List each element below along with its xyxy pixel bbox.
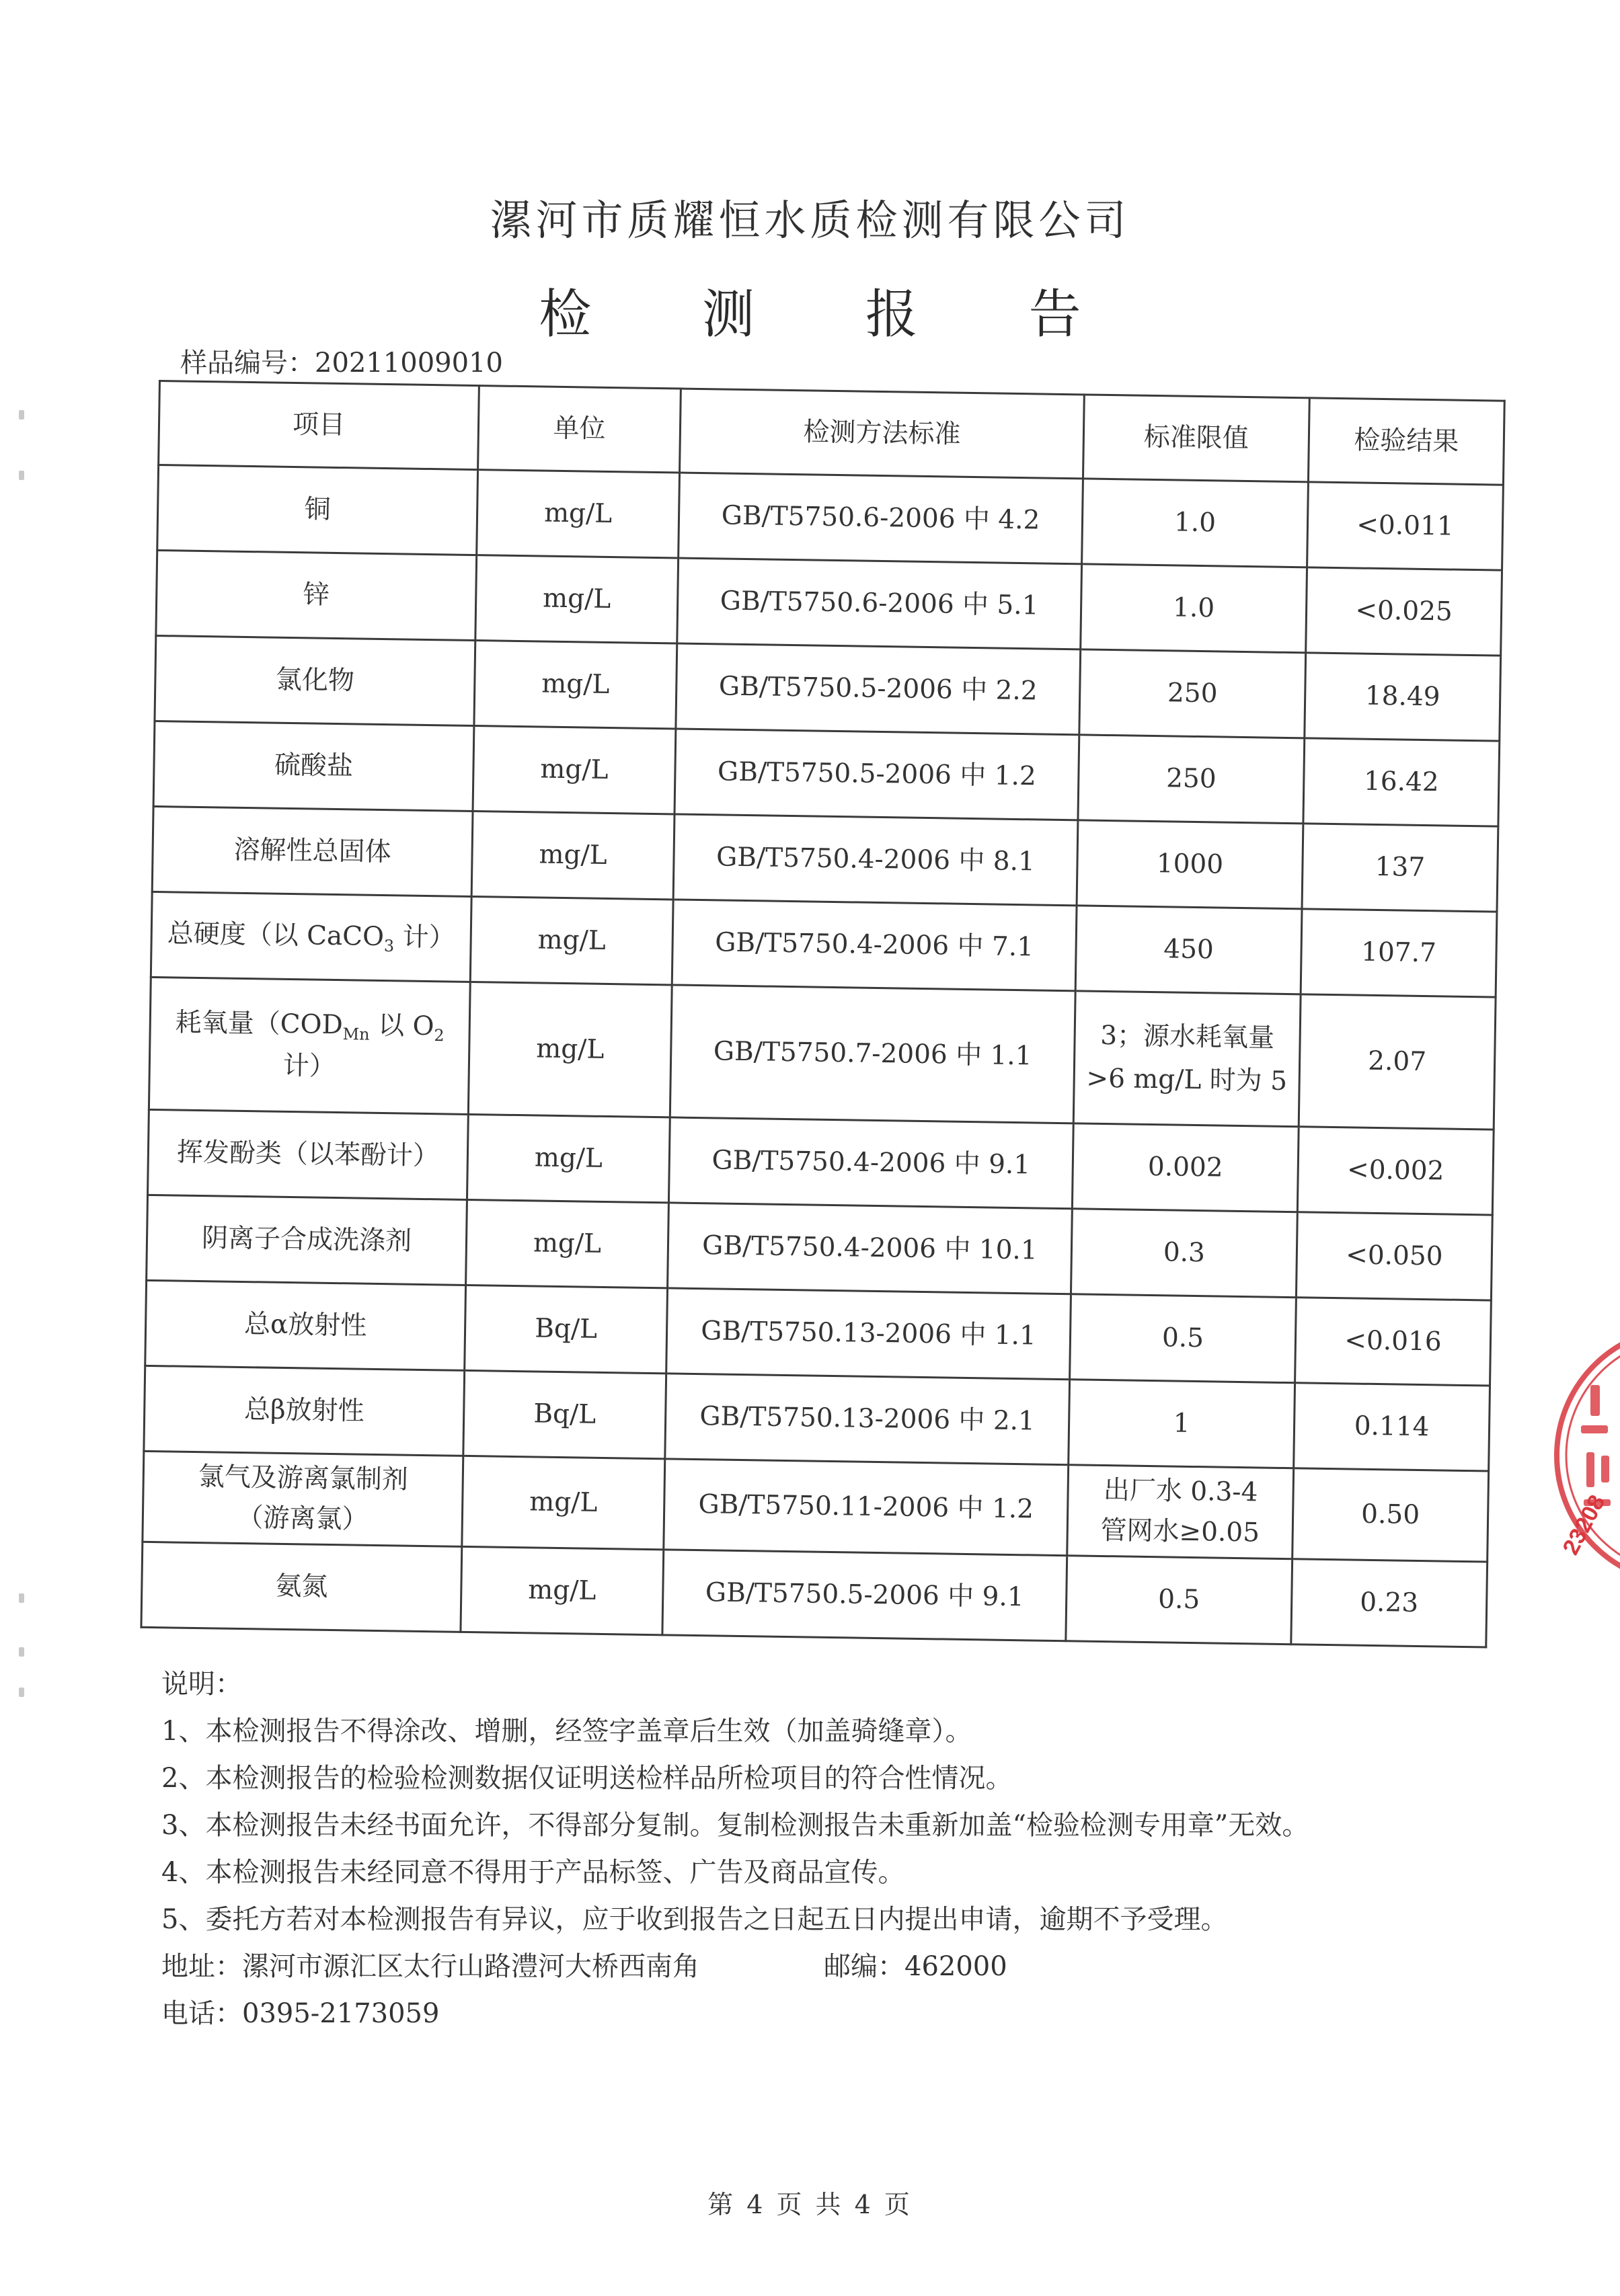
cell-unit: mg/L [473, 726, 676, 814]
cell-method: GB/T5750.5-2006 中 9.1 [662, 1550, 1067, 1641]
cell-result: <0.002 [1297, 1127, 1494, 1215]
limit-line: 出厂水 0.3-4 [1103, 1474, 1258, 1507]
note-line: 5、委托方若对本检测报告有异议，应于收到报告之日起五日内提出申请，逾期不予受理。 [161, 1904, 1228, 1935]
cell-result: 0.50 [1293, 1468, 1489, 1562]
sample-number-value: 20211009010 [315, 348, 503, 379]
cell-item [151, 892, 471, 982]
cell-unit: mg/L [462, 1456, 665, 1549]
note-line: 1、本检测报告不得涂改、增删，经签字盖章后生效（加盖骑缝章）。 [161, 1716, 972, 1747]
cell-item: 锌 [156, 550, 477, 640]
binding-mark [19, 1593, 24, 1603]
postcode: 邮编：462000 [824, 1951, 1007, 1982]
binding-mark [19, 1688, 24, 1697]
report-title: 检 测 报 告 [539, 284, 1128, 345]
cell-unit: Bq/L [463, 1370, 666, 1458]
cell-unit: mg/L [467, 1114, 670, 1202]
cell-limit: 0.5 [1066, 1556, 1293, 1645]
cell-item: 氨氮 [141, 1542, 462, 1632]
cell-item [149, 977, 470, 1114]
cell-method: GB/T5750.4-2006 中 8.1 [673, 814, 1078, 906]
cell-method: GB/T5750.7-2006 中 1.1 [670, 985, 1075, 1123]
sample-number [180, 342, 503, 380]
item-text: 总硬度（以 CaCO [167, 918, 385, 953]
cell-unit: mg/L [474, 641, 677, 729]
cell-method: GB/T5750.4-2006 中 7.1 [672, 900, 1077, 991]
cell-result: <0.011 [1307, 482, 1504, 570]
cell-limit: 250 [1079, 649, 1306, 738]
cell-limit: 0.5 [1070, 1294, 1297, 1383]
item-line: 氯气及游离氯制剂 [198, 1461, 409, 1495]
col-header-unit: 单位 [478, 386, 681, 473]
cell-limit: 1 [1069, 1380, 1295, 1468]
cell-unit: mg/L [477, 470, 680, 558]
cell-result: 107.7 [1301, 909, 1497, 997]
binding-mark [19, 1647, 24, 1657]
cell-result: <0.025 [1306, 567, 1502, 656]
notes-heading: 说明： [161, 1669, 242, 1700]
cell-unit: mg/L [466, 1199, 669, 1288]
cell-method: GB/T5750.6-2006 中 4.2 [679, 473, 1083, 564]
cell-unit: mg/L [468, 982, 672, 1117]
seal-glyphs [1581, 1385, 1611, 1506]
item-subscript: 2 [434, 1025, 445, 1045]
notes-section [161, 1661, 1506, 2037]
item-text: 计） [394, 922, 456, 953]
cell-result: 137 [1302, 824, 1498, 912]
cell-limit: 1.0 [1081, 564, 1307, 653]
company-name: 漯河市质耀恒水质检测有限公司 [490, 196, 1130, 245]
item-text: 计） [282, 1050, 336, 1082]
cell-item: 硫酸盐 [153, 721, 474, 811]
binding-mark [19, 471, 24, 480]
cell-item: 挥发酚类（以苯酚计） [148, 1109, 469, 1199]
cell-item [143, 1451, 463, 1546]
item-line: （游离氯） [237, 1502, 369, 1535]
cell-limit: 0.3 [1071, 1209, 1297, 1298]
sample-number-label: 样品编号： [180, 348, 315, 379]
cell-method: GB/T5750.6-2006 中 5.1 [677, 558, 1082, 649]
item-subscript: 3 [383, 936, 395, 956]
seal-number: 23208 [1557, 1491, 1611, 1559]
cell-limit [1067, 1465, 1294, 1559]
limit-line: 管网水≥0.05 [1100, 1515, 1260, 1548]
phone: 电话：0395-2173059 [161, 1998, 440, 2029]
cell-item: 铜 [157, 465, 478, 555]
cell-method: GB/T5750.13-2006 中 1.1 [666, 1288, 1071, 1380]
item-text: 耗氧量（COD [175, 1007, 344, 1040]
seal-stamp [1537, 1314, 1620, 1590]
col-header-limit: 标准限值 [1083, 395, 1309, 482]
cell-unit: Bq/L [465, 1285, 668, 1373]
cell-result: 0.23 [1291, 1559, 1488, 1647]
cell-unit: mg/L [471, 811, 674, 899]
cell-limit: 0.002 [1072, 1123, 1299, 1212]
cell-item: 氯化物 [155, 635, 475, 725]
cell-result: <0.016 [1295, 1298, 1492, 1386]
item-text: 以 O [369, 1010, 434, 1041]
cell-item: 总α放射性 [145, 1280, 466, 1370]
cell-method: GB/T5750.5-2006 中 2.2 [676, 643, 1081, 735]
col-header-result: 检验结果 [1308, 398, 1504, 485]
cell-result: 2.07 [1299, 994, 1496, 1130]
col-header-method: 检测方法标准 [680, 389, 1085, 479]
binding-mark [19, 410, 24, 420]
note-line: 2、本检测报告的检验检测数据仅证明送检样品所检项目的符合性情况。 [161, 1763, 1013, 1794]
cell-limit: 450 [1075, 906, 1302, 994]
cell-item: 溶解性总固体 [152, 806, 473, 896]
cell-result: <0.050 [1296, 1212, 1492, 1300]
cell-limit: 250 [1078, 735, 1305, 824]
cell-unit: mg/L [470, 896, 673, 984]
cell-method: GB/T5750.13-2006 中 2.1 [665, 1374, 1070, 1465]
cell-limit: 1.0 [1082, 479, 1309, 567]
results-table [140, 380, 1505, 1649]
cell-unit: mg/L [475, 555, 679, 643]
cell-result: 18.49 [1305, 653, 1501, 741]
address: 地址：漯河市源汇区太行山路澧河大桥西南角 [161, 1951, 699, 1982]
note-line: 4、本检测报告未经同意不得用于产品标签、广告及商品宣传。 [161, 1857, 905, 1888]
cell-limit: 1000 [1077, 820, 1303, 909]
note-line: 3、本检测报告未经书面允许，不得部分复制。复制检测报告未重新加盖“检验检测专用章”无效。 [161, 1810, 1309, 1841]
table-row [149, 977, 1496, 1130]
cell-method: GB/T5750.5-2006 中 1.2 [674, 729, 1079, 820]
page-number: 第 4 页 共 4 页 [707, 2190, 913, 2219]
cell-result: 16.42 [1303, 738, 1500, 826]
item-subscript: Mn [342, 1024, 370, 1044]
cell-method: GB/T5750.4-2006 中 9.1 [668, 1117, 1073, 1209]
col-header-item: 项目 [159, 381, 479, 470]
cell-item: 阴离子合成洗涤剂 [147, 1195, 467, 1285]
cell-result: 0.114 [1294, 1383, 1490, 1471]
cell-item: 总β放射性 [144, 1365, 465, 1456]
cell-unit: mg/L [461, 1546, 664, 1634]
cell-method: GB/T5750.11-2006 中 1.2 [664, 1459, 1069, 1556]
cell-limit: 3；源水耗氧量>6 mg/L 时为 5 [1073, 991, 1301, 1127]
address-row [161, 1943, 1506, 1990]
cell-method: GB/T5750.4-2006 中 10.1 [668, 1203, 1073, 1294]
